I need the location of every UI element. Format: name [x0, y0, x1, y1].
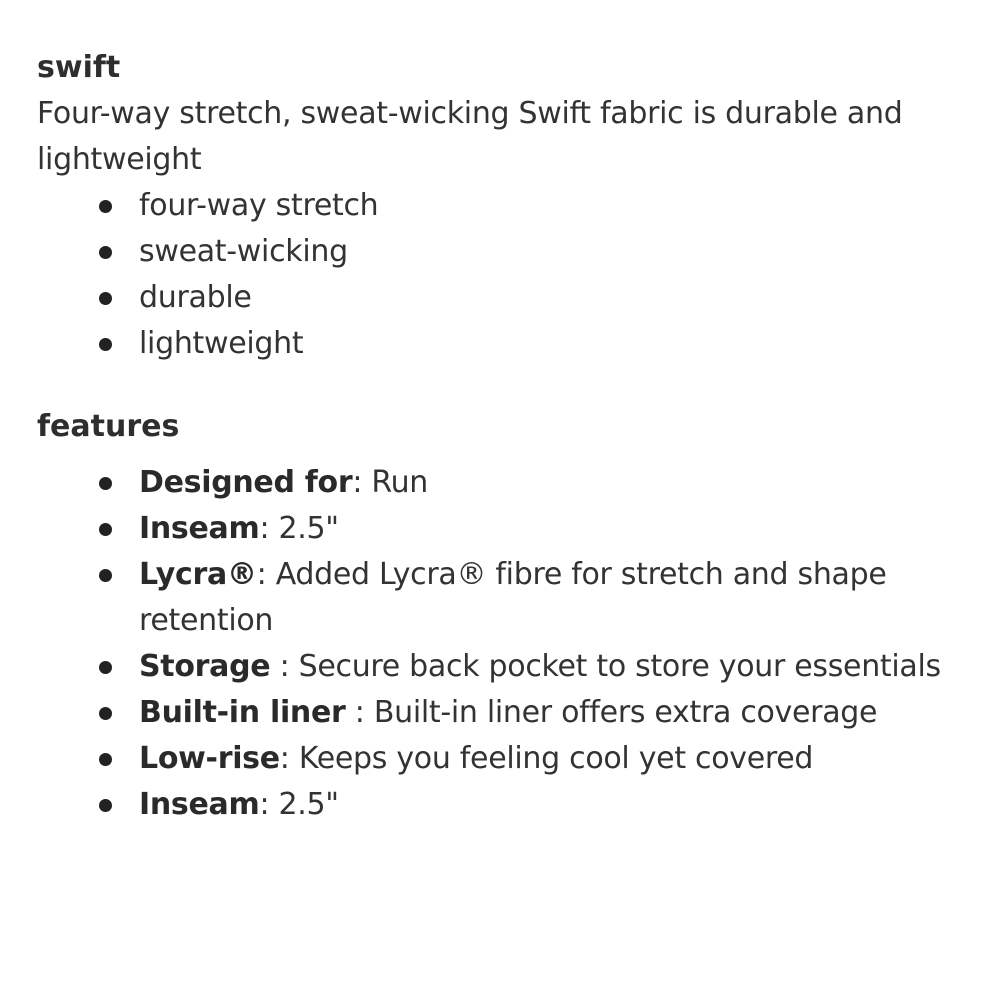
- list-item: [139, 690, 977, 736]
- list-item: [139, 183, 977, 229]
- list-item: [139, 275, 977, 321]
- features-list: [37, 460, 977, 828]
- fabric-bullet-text: sweat-wicking: [139, 234, 348, 269]
- feature-separator: :: [279, 741, 290, 776]
- bullet-icon: [99, 753, 112, 766]
- feature-text: 2.5": [269, 787, 339, 822]
- list-item: [139, 460, 977, 506]
- bullet-icon: [99, 246, 112, 259]
- feature-text: Secure back pocket to store your essentials: [289, 649, 941, 684]
- bullet-icon: [99, 477, 112, 490]
- feature-text: Run: [362, 465, 429, 500]
- feature-text: Keeps you feeling cool yet covered: [289, 741, 814, 776]
- bullet-icon: [99, 200, 112, 213]
- feature-separator: :: [256, 557, 267, 592]
- feature-term: Inseam: [139, 511, 260, 546]
- feature-text: 2.5": [269, 511, 339, 546]
- feature-separator: :: [259, 787, 270, 822]
- bullet-icon: [99, 707, 112, 720]
- bullet-icon: [99, 292, 112, 305]
- feature-separator: :: [352, 465, 363, 500]
- fabric-title: swift: [37, 50, 121, 85]
- product-details: [37, 45, 977, 828]
- feature-term: Low-rise: [139, 741, 280, 776]
- list-item: [139, 736, 977, 782]
- title-spacer: [37, 450, 977, 460]
- fabric-bullet-text: durable: [139, 280, 252, 315]
- feature-term: Built-in liner: [139, 695, 346, 730]
- list-item: [139, 229, 977, 275]
- section-spacer: [37, 367, 977, 404]
- feature-term: Inseam: [139, 787, 260, 822]
- bullet-icon: [99, 569, 112, 582]
- feature-separator: :: [345, 695, 365, 730]
- list-item: [139, 321, 977, 367]
- bullet-icon: [99, 523, 112, 536]
- list-item: [139, 506, 977, 552]
- feature-term: Storage: [139, 649, 271, 684]
- feature-text: Added Lycra® fibre for stretch and shape retention: [139, 557, 887, 638]
- feature-text: Built-in liner offers extra coverage: [364, 695, 878, 730]
- feature-term: Designed for: [139, 465, 353, 500]
- feature-separator: :: [259, 511, 270, 546]
- fabric-bullet-list: [37, 183, 977, 367]
- list-item: [139, 644, 977, 690]
- bullet-icon: [99, 338, 112, 351]
- feature-separator: :: [270, 649, 290, 684]
- fabric-description: Four-way stretch, sweat-wicking Swift fabric is durable and lightweight: [37, 96, 903, 177]
- list-item: [139, 782, 977, 828]
- bullet-icon: [99, 661, 112, 674]
- list-item: [139, 552, 977, 644]
- features-title: features: [37, 409, 180, 444]
- fabric-bullet-text: four-way stretch: [139, 188, 379, 223]
- fabric-bullet-text: lightweight: [139, 326, 304, 361]
- feature-term: Lycra®: [139, 557, 257, 592]
- bullet-icon: [99, 799, 112, 812]
